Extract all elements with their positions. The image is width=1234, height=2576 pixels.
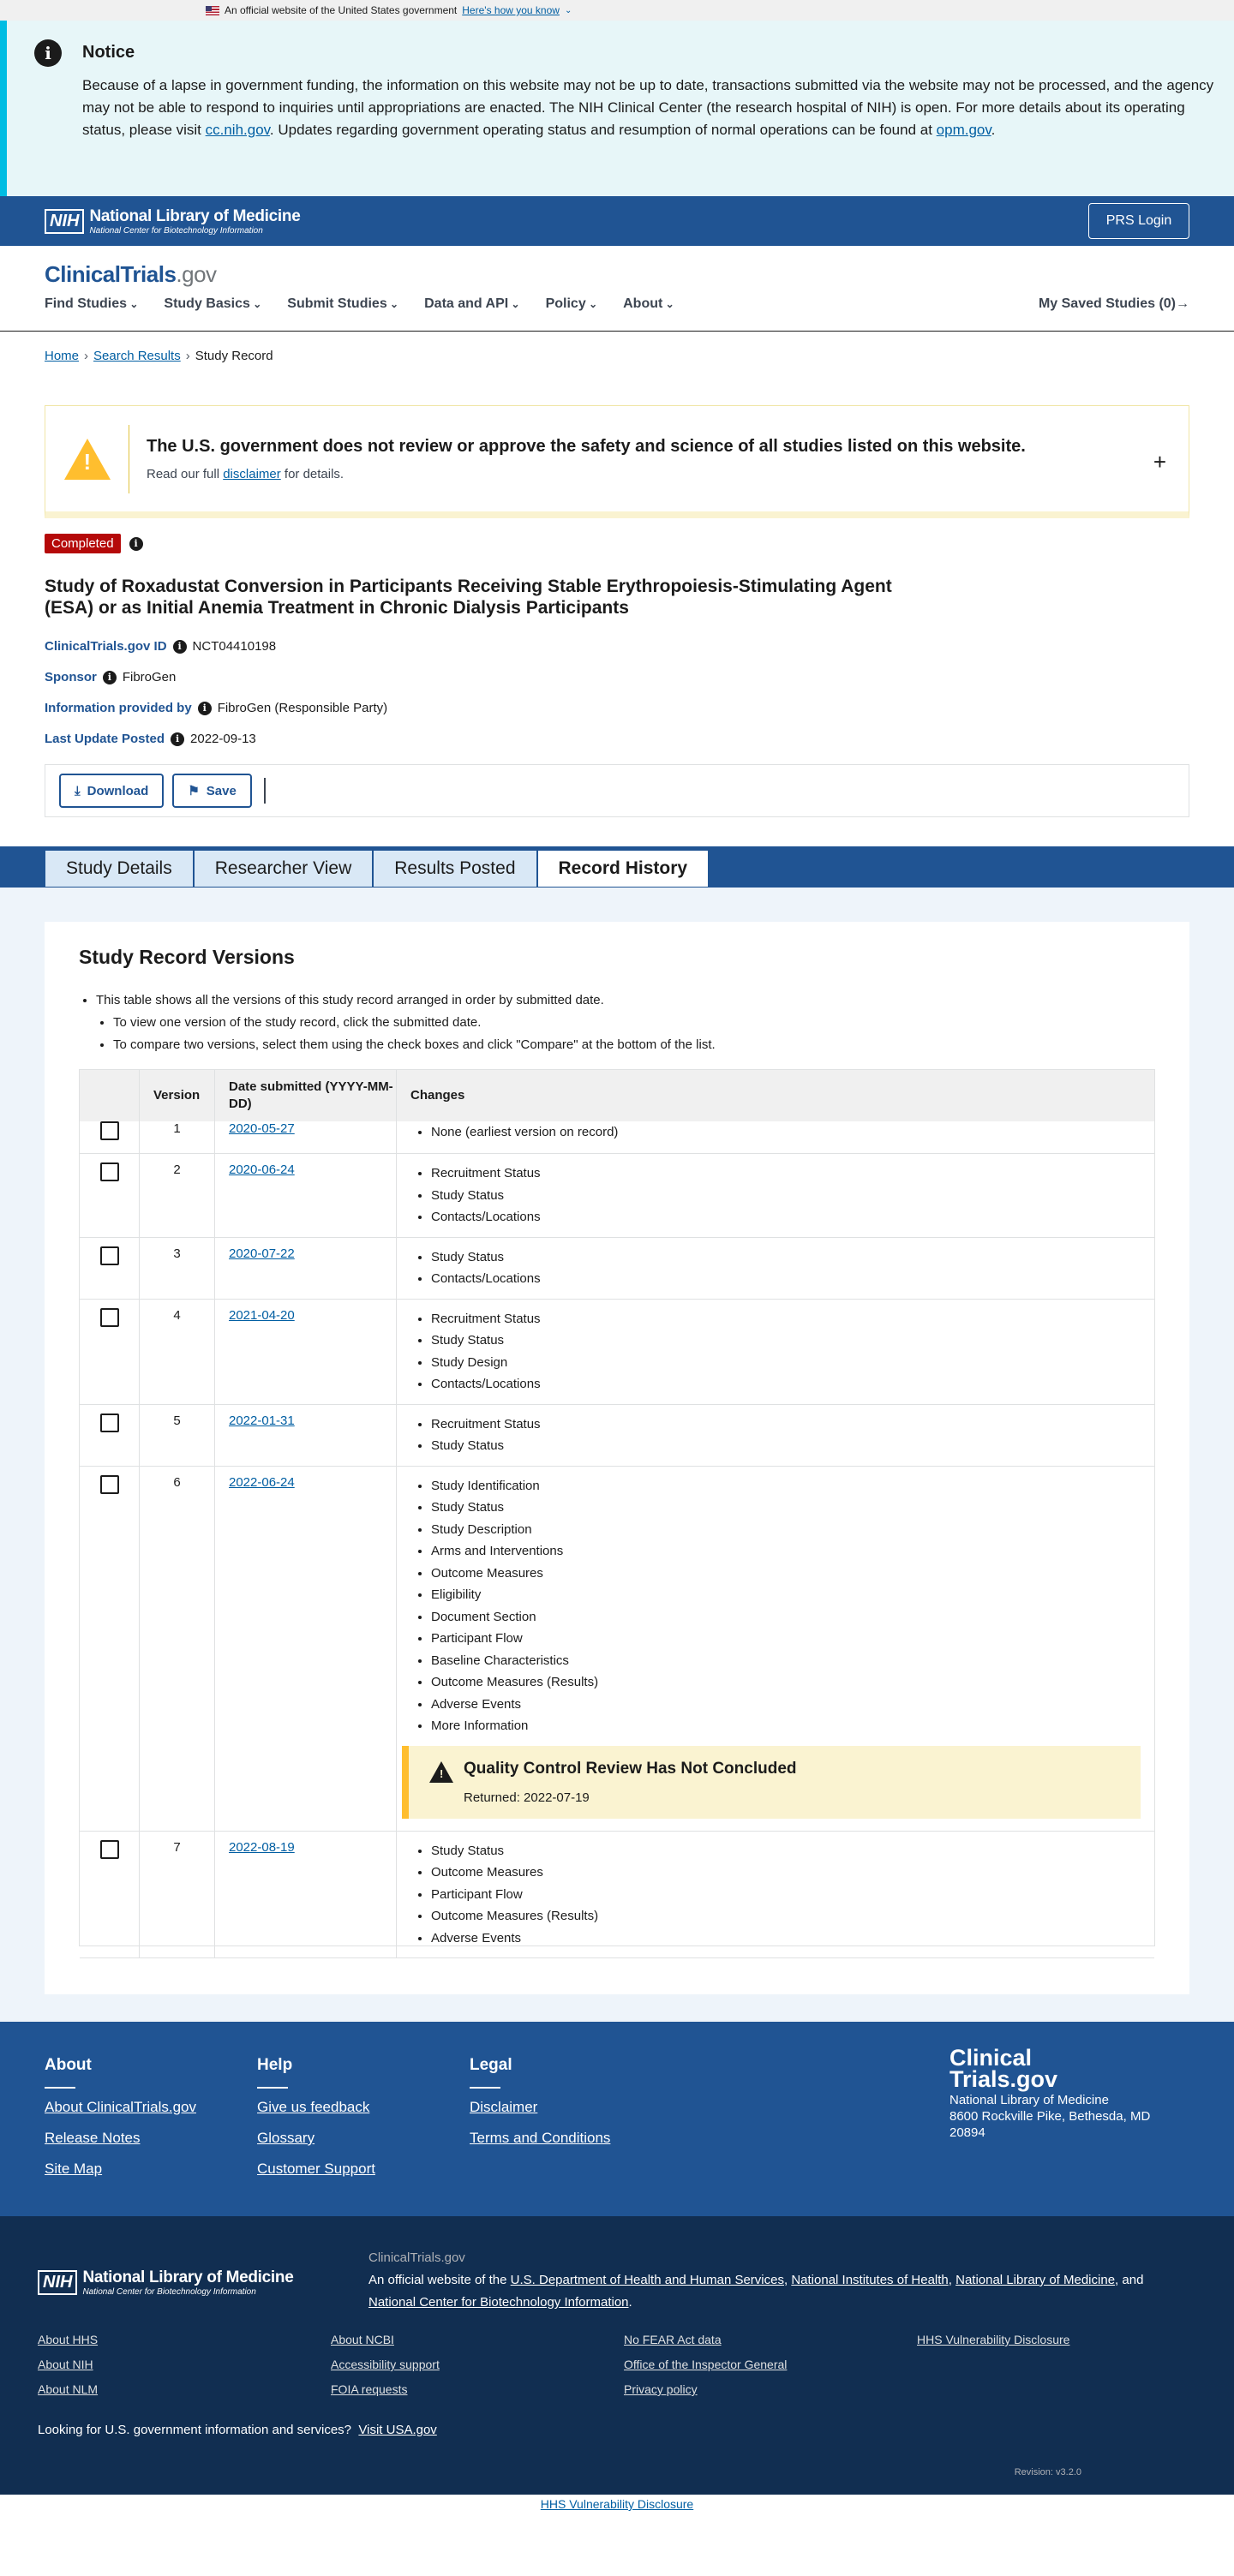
last-update-label: Last Update Posted [45, 732, 165, 746]
info-provided-info-icon[interactable]: i [198, 702, 212, 715]
table-row [80, 1121, 1154, 1154]
info-icon: i [34, 39, 62, 67]
nct-id-info-icon[interactable]: i [173, 640, 187, 654]
change-item: • Study Status [431, 1435, 1141, 1457]
info-provided-label: Information provided by [45, 701, 192, 715]
qc-alert [402, 1746, 1141, 1819]
info-provided-value: FibroGen (Responsible Party) [217, 701, 388, 715]
hhs-link[interactable]: U.S. Department of Health and Human Services [510, 2273, 784, 2287]
usa-gov-line: Looking for U.S. government information and services? Visit USA.gov [38, 2423, 437, 2437]
version-checkbox[interactable] [100, 1475, 119, 1494]
table-row [80, 1154, 1154, 1238]
tab-results-posted[interactable]: Results Posted [373, 850, 536, 888]
notice-banner [0, 21, 1234, 196]
change-item: • Study Status [431, 1246, 1141, 1269]
bookmark-icon: ⚑ [188, 784, 200, 798]
gov-banner [0, 0, 1234, 21]
footer-link-release-notes[interactable]: Release Notes [45, 2130, 141, 2146]
ct-logo[interactable]: ClinicalTrials.gov [45, 261, 217, 287]
status-badge: Completed [45, 534, 121, 553]
link-about-ncbi[interactable]: About NCBI [331, 2333, 394, 2346]
notice-title: Notice [82, 43, 135, 62]
version-checkbox[interactable] [100, 1414, 119, 1432]
menu-submit-studies[interactable]: Submit Studies ⌄ [287, 296, 398, 312]
gov-banner-text: An official website of the United States government [225, 4, 458, 16]
version-checkbox[interactable] [100, 1246, 119, 1265]
change-item: • Study Status [431, 1330, 1141, 1352]
menu-study-basics[interactable]: Study Basics ⌄ [164, 296, 261, 312]
table-header [80, 1070, 1154, 1121]
menu-about[interactable]: About ⌄ [623, 296, 674, 312]
link-about-hhs[interactable]: About HHS [38, 2333, 99, 2346]
footer-legal: Legal Disclaimer Terms and Conditions [470, 2056, 682, 2216]
nlm-logo[interactable] [45, 207, 301, 236]
last-update-info-icon[interactable]: i [171, 732, 184, 746]
site-nav [0, 246, 1234, 332]
sponsor-info-icon[interactable]: i [103, 671, 117, 684]
nlm-link[interactable]: National Library of Medicine [955, 2273, 1116, 2287]
version-number: 2 [140, 1154, 215, 1237]
version-number: 5 [140, 1405, 215, 1466]
breadcrumb: Home › Search Results › Study Record [45, 349, 273, 363]
footer-link-terms[interactable]: Terms and Conditions [470, 2130, 611, 2146]
my-saved-studies-link[interactable]: My Saved Studies (0)→ [1038, 296, 1189, 311]
main-menu [45, 296, 1189, 312]
version-date-link[interactable]: 2022-06-24 [229, 1474, 295, 1490]
bottom-vulnerability-link[interactable]: HHS Vulnerability Disclosure [540, 2497, 694, 2511]
link-accessibility[interactable]: Accessibility support [331, 2358, 440, 2371]
table-row [80, 1238, 1154, 1300]
version-date-link[interactable]: 2021-04-20 [229, 1307, 295, 1323]
disclaimer-box [45, 405, 1189, 518]
chevron-down-icon: ⌄ [564, 5, 572, 15]
version-number: 6 [140, 1467, 215, 1831]
change-item: • Recruitment Status [431, 1162, 1141, 1185]
footer-help: Help Give us feedback Glossary Customer Support [257, 2056, 470, 2216]
menu-policy[interactable]: Policy ⌄ [546, 296, 598, 312]
version-checkbox[interactable] [100, 1121, 119, 1140]
save-button[interactable]: ⚑ Save [172, 774, 252, 808]
us-flag-icon [206, 6, 219, 15]
nlm-title: National Library of Medicine [89, 206, 301, 225]
disclaimer-title: The U.S. government does not review or approve the safety and science of all studies listed on this website. [147, 436, 1026, 456]
menu-data-and-api[interactable]: Data and API ⌄ [424, 296, 519, 312]
study-tabs [0, 846, 1234, 888]
change-item: • Study Status [431, 1185, 1141, 1207]
disclaimer-link[interactable]: disclaimer [223, 466, 281, 481]
change-item: • Outcome Measures [431, 1862, 1141, 1884]
menu-find-studies[interactable]: Find Studies ⌄ [45, 296, 138, 312]
change-item: • Recruitment Status [431, 1308, 1141, 1330]
status-info-icon[interactable]: i [129, 537, 143, 551]
link-foia[interactable]: FOIA requests [331, 2382, 408, 2396]
link-about-nlm[interactable]: About NLM [38, 2382, 99, 2396]
warning-icon: ! [429, 1761, 453, 1783]
change-item: • More Information [431, 1715, 1141, 1737]
last-update-value: 2022-09-13 [190, 732, 256, 746]
version-number: 3 [140, 1238, 215, 1299]
link-no-fear[interactable]: No FEAR Act data [624, 2333, 722, 2346]
nlm-subtitle: National Center for Biotechnology Information [89, 225, 263, 236]
disclaimer-text: Read our full disclaimer for details. [147, 466, 344, 481]
change-item: • Eligibility [431, 1584, 1141, 1606]
footer-address: National Library of Medicine 8600 Rockville Pike, Bethesda, MD 20894 [949, 2093, 1151, 2140]
change-item: • Study Status [431, 1840, 1141, 1862]
tab-researcher-view[interactable]: Researcher View [194, 850, 374, 888]
version-date-link[interactable]: 2020-05-27 [229, 1121, 295, 1136]
change-item: • Adverse Events [431, 1694, 1141, 1716]
footer-link-site-map[interactable]: Site Map [45, 2161, 103, 2177]
link-inspector-general[interactable]: Office of the Inspector General [624, 2358, 788, 2371]
footer-link-disclaimer[interactable]: Disclaimer [470, 2099, 538, 2115]
version-date-link[interactable]: 2020-06-24 [229, 1162, 295, 1177]
change-item: • Study Description [431, 1519, 1141, 1541]
study-meta [0, 619, 1234, 746]
change-item: • Contacts/Locations [431, 1373, 1141, 1396]
link-vulnerability[interactable]: HHS Vulnerability Disclosure [917, 2333, 1070, 2346]
cc-nih-link[interactable]: cc.nih.gov [205, 122, 270, 138]
warning-icon: ! [64, 439, 111, 480]
footer-link-feedback[interactable]: Give us feedback [257, 2099, 370, 2115]
tab-record-history[interactable]: Record History [537, 850, 710, 888]
col-changes: Changes [410, 1088, 465, 1103]
action-bar [45, 764, 1189, 817]
change-item: • Participant Flow [431, 1628, 1141, 1650]
version-date-link[interactable]: 2022-08-19 [229, 1839, 295, 1855]
footer-logo[interactable]: Clinical Trials.gov [949, 2045, 1058, 2092]
heres-how-you-know-link[interactable]: Here's how you know [462, 4, 560, 16]
change-item: • Outcome Measures (Results) [431, 1671, 1141, 1694]
download-icon: ⤓ [75, 783, 81, 798]
study-title: Study of Roxadustat Conversion in Participants Receiving Stable Erythropoiesis-Stimulating Agent (ESA) or as Initial Anemia Treatment in Chronic Dialysis Participants [45, 577, 892, 618]
version-checkbox[interactable] [100, 1308, 119, 1327]
footer-link-support[interactable]: Customer Support [257, 2161, 375, 2177]
divider [264, 778, 266, 804]
link-about-nih[interactable]: About NIH [38, 2358, 93, 2371]
breadcrumb-current: Study Record [195, 349, 273, 363]
nih-link[interactable]: National Institutes of Health [791, 2273, 949, 2287]
version-date-link[interactable]: 2020-07-22 [229, 1246, 295, 1261]
change-item: • None (earliest version on record) [431, 1121, 1141, 1144]
download-button[interactable]: ⤓ Download [59, 774, 164, 808]
version-checkbox[interactable] [100, 1162, 119, 1181]
change-item: • Outcome Measures (Results) [431, 1905, 1141, 1928]
footer-main [0, 2022, 1234, 2216]
versions-instruction-compare: • To compare two versions, select them using the check boxes and click "Compare" at the bottom of the list. [113, 1034, 1155, 1056]
record-versions-panel [45, 922, 1189, 1994]
change-item: • Adverse Events [431, 1928, 1141, 1950]
footer-agency-links [38, 2333, 1196, 2407]
change-item: • Contacts/Locations [431, 1268, 1141, 1290]
footer-brand [949, 2047, 1181, 2141]
versions-intro: • This table shows all the versions of this study record arranged in order by submitted date. • To view one version of the study record, click the submitted date. • To compare two versions, select them using the check boxes and click "Compare" at the bottom of the list. [96, 989, 1155, 1056]
footer-agency [0, 2216, 1234, 2495]
nih-logo-box: NIH [45, 209, 84, 234]
prs-login-button[interactable]: PRS Login [1088, 203, 1189, 239]
usa-gov-link[interactable]: Visit USA.gov [358, 2423, 437, 2437]
versions-instruction-view: • To view one version of the study record, click the submitted date. [113, 1012, 1155, 1034]
col-date: Date submitted (YYYY-MM-DD) [215, 1070, 397, 1121]
change-item: • Study Status [431, 1497, 1141, 1519]
col-version: Version [140, 1070, 215, 1121]
sponsor-label: Sponsor [45, 670, 97, 684]
opm-link[interactable]: opm.gov [936, 122, 991, 138]
change-item: • Contacts/Locations [431, 1206, 1141, 1228]
breadcrumb-home[interactable]: Home [45, 349, 80, 363]
version-number: 4 [140, 1300, 215, 1404]
notice-text: Because of a lapse in government funding, the information on this website may not be up to date, transactions submitted via the website may not be processed, and the agency may not be able to respond to inquiries until appropriations are enacted. The NIH Clinical Center (the research hospital of NIH) is open. For more details about its operating status, please visit cc.nih.gov. Updates regarding government operating status and resumption of normal operations can be found at opm.gov. [82, 77, 1214, 138]
version-number: 7 [140, 1832, 215, 1958]
ncbi-link[interactable]: National Center for Biotechnology Information [368, 2295, 629, 2310]
change-item: • Document Section [431, 1606, 1141, 1629]
table-row [80, 1832, 1154, 1959]
change-item: • Study Design [431, 1352, 1141, 1374]
qc-returned: Returned: 2022-07-19 [464, 1790, 590, 1805]
version-date-link[interactable]: 2022-01-31 [229, 1413, 295, 1428]
footer-official-text: ClinicalTrials.gov An official website of the U.S. Department of Health and Human Services, National Institutes of Health, National Library of Medicine, and National Center for Biotechnology Information. [368, 2250, 1144, 2310]
change-item: • Recruitment Status [431, 1414, 1141, 1436]
qc-title: Quality Control Review Has Not Concluded [464, 1759, 797, 1778]
footer-link-about-ct[interactable]: About ClinicalTrials.gov [45, 2099, 196, 2115]
change-item: • Outcome Measures [431, 1563, 1141, 1585]
version-checkbox[interactable] [100, 1840, 119, 1859]
nct-id-label: ClinicalTrials.gov ID [45, 639, 167, 654]
table-row [80, 1467, 1154, 1832]
versions-table [79, 1069, 1155, 1946]
sponsor-value: FibroGen [122, 670, 177, 684]
change-item: • Baseline Characteristics [431, 1650, 1141, 1672]
table-row [80, 1300, 1154, 1405]
footer-about: About About ClinicalTrials.gov Release Notes Site Map [45, 2056, 257, 2216]
version-number: 1 [140, 1121, 215, 1153]
change-item: • Participant Flow [431, 1884, 1141, 1906]
breadcrumb-search-results[interactable]: Search Results [93, 349, 181, 363]
revision-text: Revision: v3.2.0 [1014, 2467, 1081, 2477]
table-body [80, 1121, 1154, 1945]
nlm-header [0, 196, 1234, 246]
change-item: • Study Identification [431, 1475, 1141, 1497]
versions-heading: Study Record Versions [79, 946, 295, 968]
table-row [80, 1405, 1154, 1467]
footer-link-glossary[interactable]: Glossary [257, 2130, 315, 2146]
expand-icon[interactable]: + [1153, 449, 1166, 475]
link-privacy[interactable]: Privacy policy [624, 2382, 698, 2396]
nct-id-value: NCT04410198 [192, 639, 277, 654]
footer-nlm-logo[interactable]: NIH National Library of Medicine National Center for Biotechnology Information [38, 2250, 368, 2314]
change-item: • Arms and Interventions [431, 1540, 1141, 1563]
tab-study-details[interactable]: Study Details [45, 850, 194, 888]
